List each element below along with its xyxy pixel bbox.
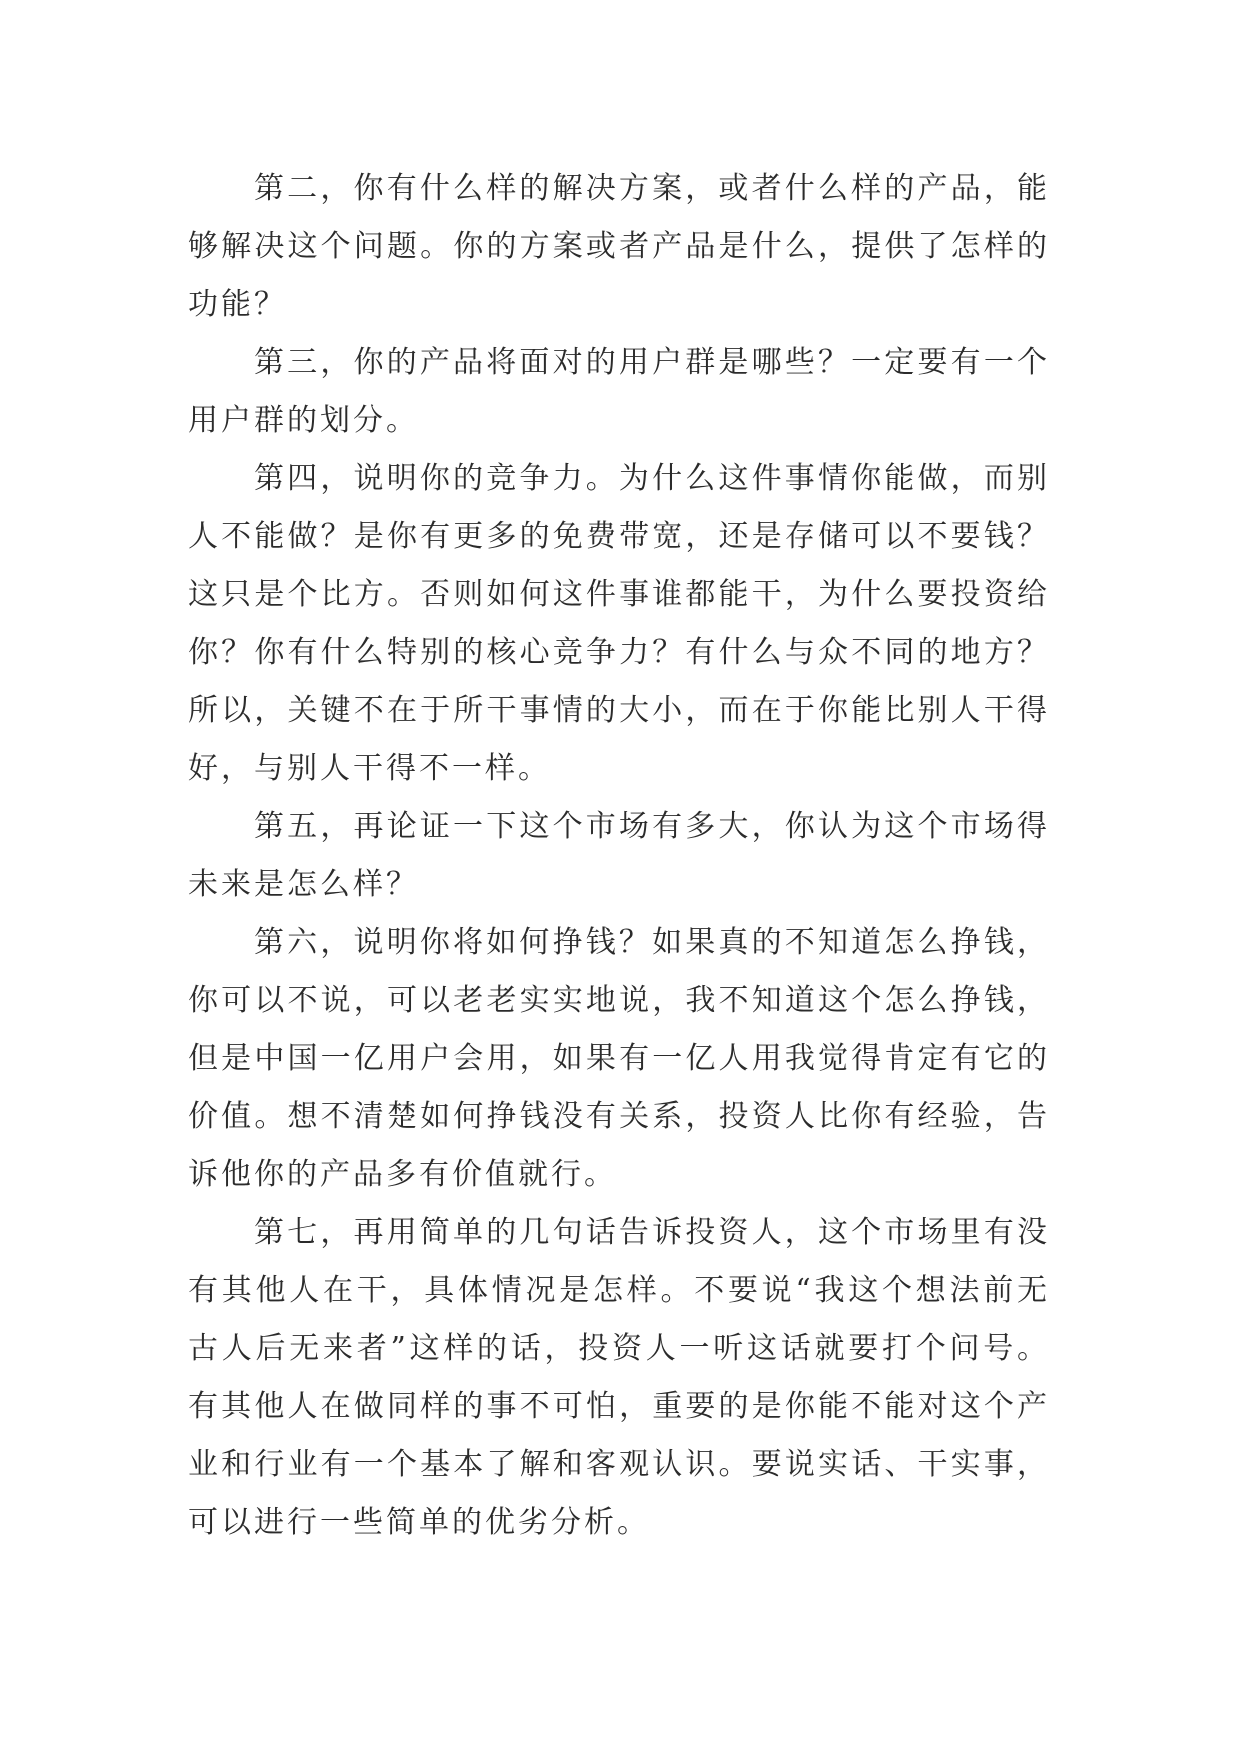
paragraph-fourth: 第四，说明你的竞争力。为什么这件事情你能做，而别人不能做？是你有更多的免费带宽，还是存储可以不要钱？这只是个比方。否则如何这件事谁都能干，为什么要投资给你？你有什么特别的核心竞争力？有什么与众不同的地方？所以，关键不在于所干事情的大小，而在于你能比别人干得好，与别人干得不一样。 xyxy=(188,461,1050,786)
document-body xyxy=(188,160,1050,1552)
paragraph-second: 第二，你有什么样的解决方案，或者什么样的产品，能够解决这个问题。你的方案或者产品是什么，提供了怎样的功能？ xyxy=(188,171,1050,322)
paragraph-third: 第三，你的产品将面对的用户群是哪些？一定要有一个用户群的划分。 xyxy=(188,345,1050,438)
paragraph-seventh: 第七，再用简单的几句话告诉投资人，这个市场里有没有其他人在干，具体情况是怎样。不要说“我这个想法前无古人后无来者”这样的话，投资人一听这话就要打个问号。有其他人在做同样的事不可怕，重要的是你能不能对这个产业和行业有一个基本了解和客观认识。要说实话、干实事，可以进行一些简单的优劣分析。 xyxy=(188,1215,1050,1540)
paragraph-sixth: 第六，说明你将如何挣钱？如果真的不知道怎么挣钱，你可以不说，可以老老实实地说，我不知道这个怎么挣钱，但是中国一亿用户会用，如果有一亿人用我觉得肯定有它的价值。想不清楚如何挣钱没有关系，投资人比你有经验，告诉他你的产品多有价值就行。 xyxy=(188,925,1050,1192)
paragraph-fifth: 第五，再论证一下这个市场有多大，你认为这个市场得未来是怎么样？ xyxy=(188,809,1050,902)
